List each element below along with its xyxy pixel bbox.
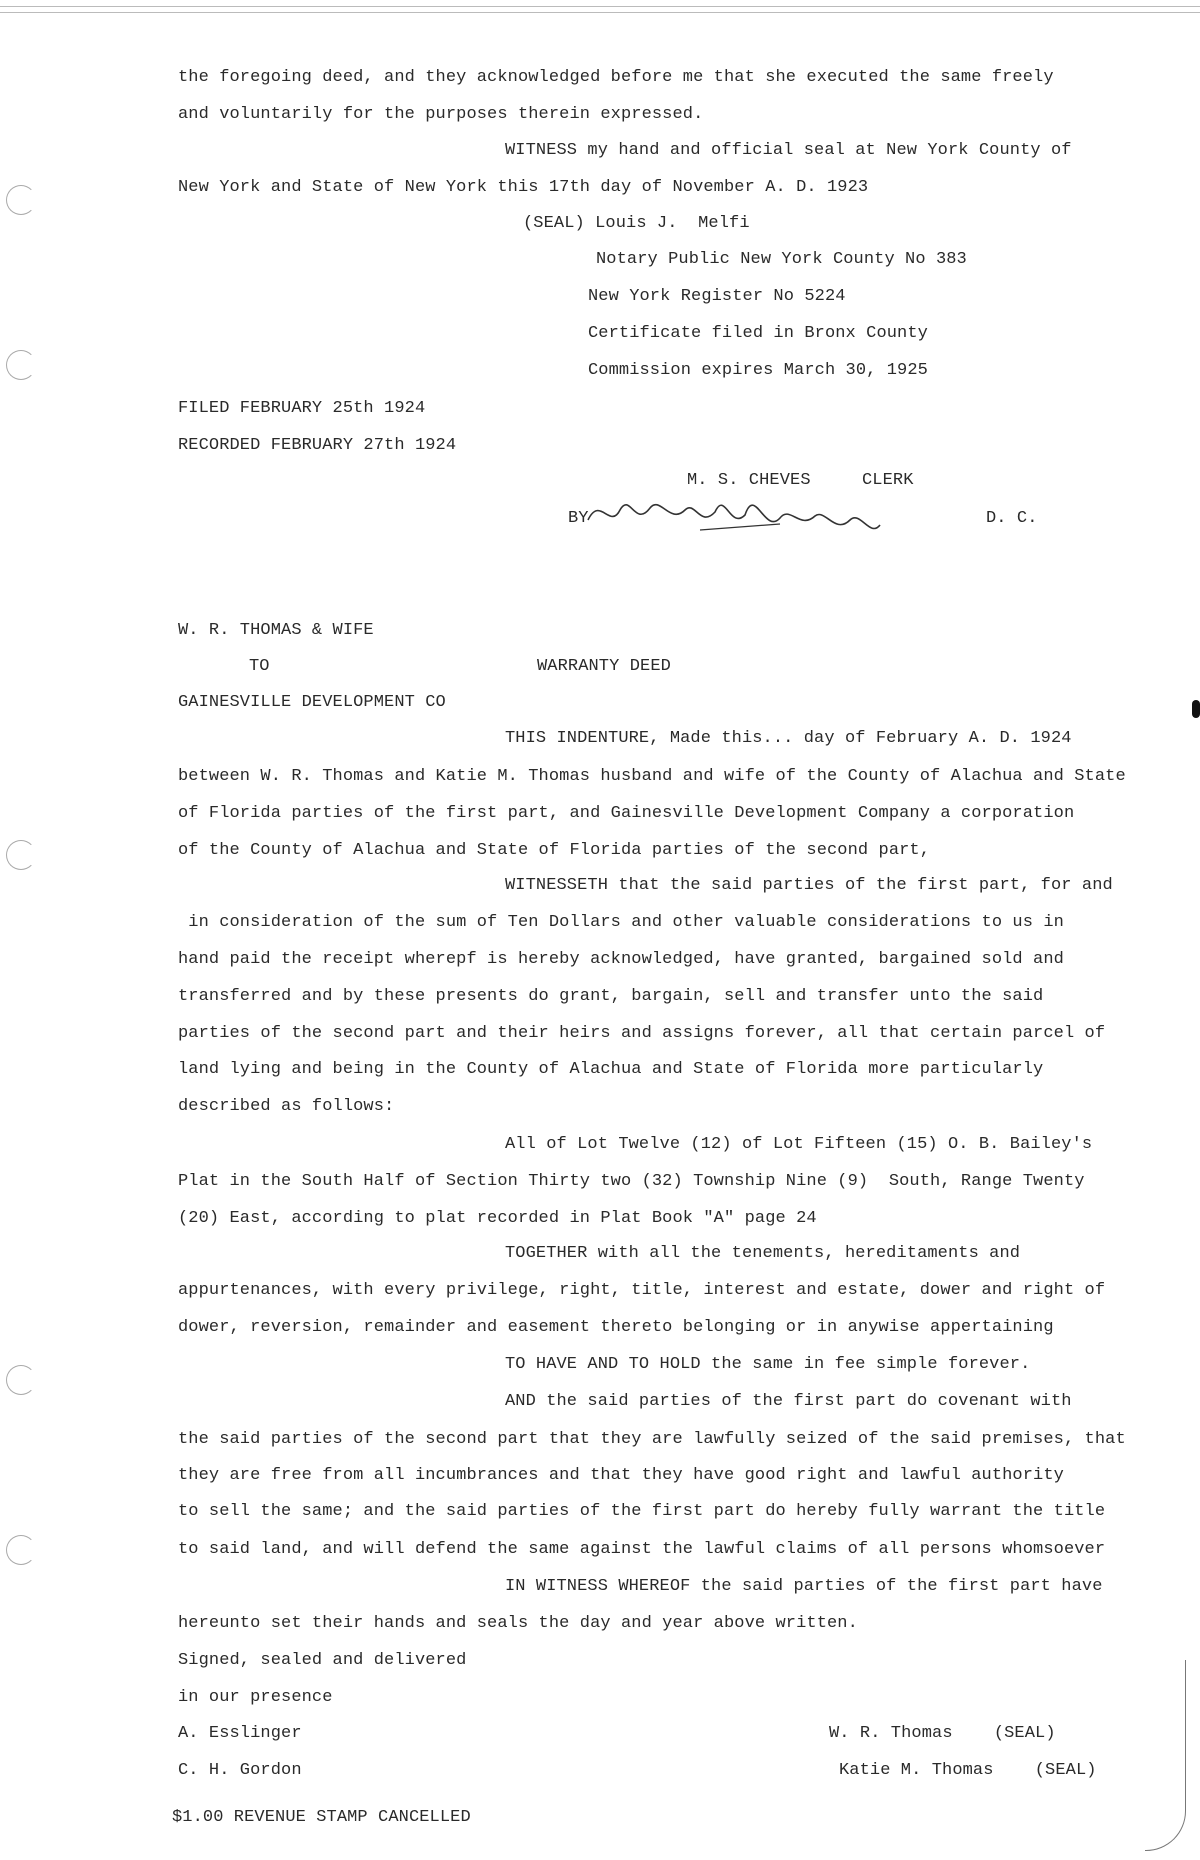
punch-hole: [6, 1365, 36, 1395]
text-line: hand paid the receipt wherepf is hereby acknowledged, have granted, bargained sold and: [178, 950, 1064, 969]
text-line: of Florida parties of the first part, and Gainesville Development Company a corporation: [178, 804, 1075, 823]
by-label: BY: [568, 509, 589, 528]
deputy-clerk-label: D. C.: [986, 509, 1038, 528]
recorded-date: RECORDED FEBRUARY 27th 1924: [178, 436, 457, 455]
text-line: (20) East, according to plat recorded in Plat Book "A" page 24: [178, 1209, 817, 1228]
text-line: described as follows:: [178, 1097, 395, 1116]
page-edge: [1145, 1660, 1186, 1851]
text-line: and voluntarily for the purposes therein expressed.: [178, 105, 704, 124]
text-line: All of Lot Twelve (12) of Lot Fifteen (15) O. B. Bailey's: [505, 1135, 1093, 1154]
document-type: WARRANTY DEED: [537, 657, 671, 676]
text-line: THIS INDENTURE, Made this... day of February A. D. 1924: [505, 729, 1072, 748]
text-line: Plat in the South Half of Section Thirty two (32) Township Nine (9) South, Range Twenty: [178, 1172, 1085, 1191]
punch-hole: [6, 350, 36, 380]
text-line: to sell the same; and the said parties of the first part do hereby fully warrant the title: [178, 1502, 1106, 1521]
revenue-stamp-note: $1.00 REVENUE STAMP CANCELLED: [172, 1808, 471, 1827]
clerk-title: CLERK: [862, 471, 914, 490]
text-line: AND the said parties of the first part do covenant with: [505, 1392, 1072, 1411]
text-line: TO HAVE AND TO HOLD the same in fee simple forever.: [505, 1355, 1031, 1374]
text-line: the foregoing deed, and they acknowledged before me that she executed the same freely: [178, 68, 1054, 87]
punch-hole: [6, 185, 36, 215]
punch-hole: [6, 1535, 36, 1565]
clerk-name: M. S. CHEVES: [687, 471, 811, 490]
text-line: New York Register No 5224: [588, 287, 846, 306]
text-line: in consideration of the sum of Ten Dollars and other valuable considerations to us in: [178, 913, 1064, 932]
grantor: W. R. THOMAS & WIFE: [178, 621, 374, 640]
text-line: Certificate filed in Bronx County: [588, 324, 928, 343]
witness-name: A. Esslinger: [178, 1724, 302, 1743]
handwritten-signature: [580, 480, 910, 550]
text-line: land lying and being in the County of Alachua and State of Florida more particularly: [178, 1060, 1044, 1079]
text-line: Commission expires March 30, 1925: [588, 361, 928, 380]
text-line: hereunto set their hands and seals the day and year above written.: [178, 1614, 858, 1633]
ink-mark: [1192, 700, 1200, 718]
text-line: transferred and by these presents do grant, bargain, sell and transfer unto the said: [178, 987, 1044, 1006]
text-line: WITNESSETH that the said parties of the first part, for and: [505, 876, 1113, 895]
text-line: WITNESS my hand and official seal at New York County of: [505, 141, 1072, 160]
text-line: in our presence: [178, 1688, 333, 1707]
text-line: Signed, sealed and delivered: [178, 1651, 467, 1670]
text-line: appurtenances, with every privilege, right, title, interest and estate, dower and right of: [178, 1281, 1106, 1300]
signer-name: W. R. Thomas (SEAL): [829, 1724, 1056, 1743]
text-line: they are free from all incumbrances and that they have good right and lawful authority: [178, 1466, 1064, 1485]
page-top-border: [0, 12, 1200, 13]
punch-hole: [6, 840, 36, 870]
filed-date: FILED FEBRUARY 25th 1924: [178, 399, 426, 418]
text-line: to said land, and will defend the same against the lawful claims of all persons whomsoever: [178, 1540, 1106, 1559]
text-line: TOGETHER with all the tenements, hereditaments and: [505, 1244, 1021, 1263]
grantee: GAINESVILLE DEVELOPMENT CO: [178, 693, 446, 712]
text-line: Notary Public New York County No 383: [596, 250, 967, 269]
page-top-border: [0, 6, 1200, 7]
text-line: parties of the second part and their heirs and assigns forever, all that certain parcel of: [178, 1024, 1106, 1043]
notary-signature-line: (SEAL) Louis J. Melfi: [523, 214, 750, 233]
witness-name: C. H. Gordon: [178, 1761, 302, 1780]
text-line: IN WITNESS WHEREOF the said parties of the first part have: [505, 1577, 1103, 1596]
signer-name: Katie M. Thomas (SEAL): [839, 1761, 1097, 1780]
text-line: between W. R. Thomas and Katie M. Thomas husband and wife of the County of Alachua and State: [178, 767, 1126, 786]
text-line: the said parties of the second part that they are lawfully seized of the said premises, that: [178, 1430, 1126, 1449]
text-line: of the County of Alachua and State of Florida parties of the second part,: [178, 841, 931, 860]
text-line: New York and State of New York this 17th day of November A. D. 1923: [178, 178, 869, 197]
text-line: dower, reversion, remainder and easement thereto belonging or in anywise appertaining: [178, 1318, 1054, 1337]
to-label: TO: [249, 657, 270, 676]
